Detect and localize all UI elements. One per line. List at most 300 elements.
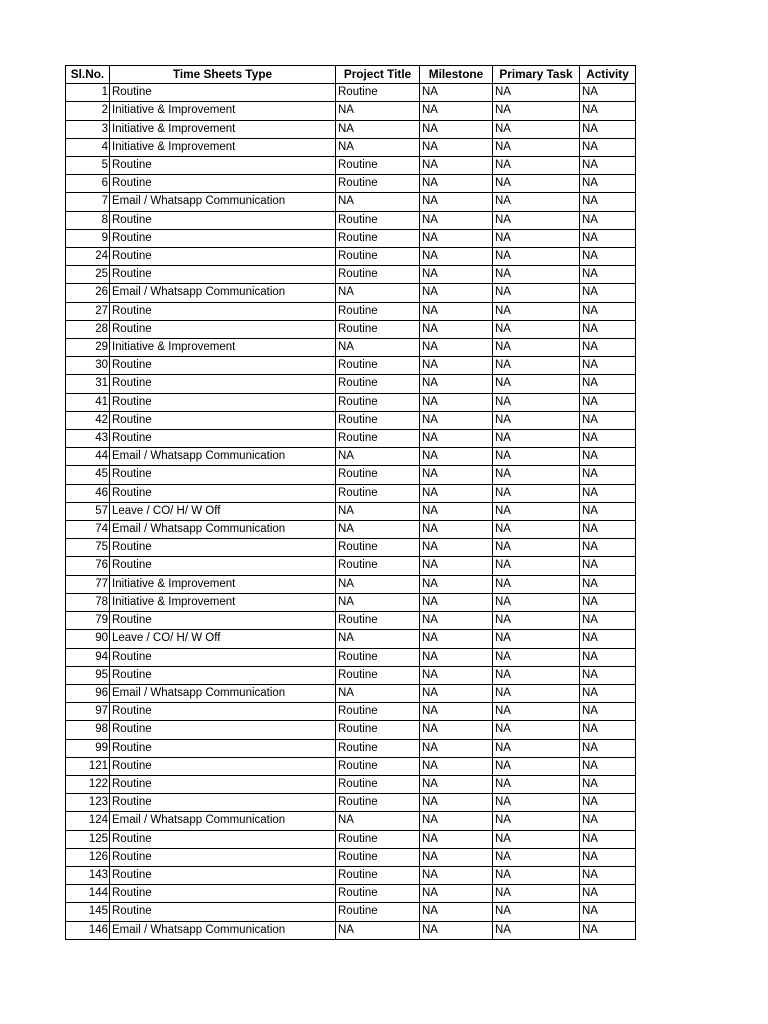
project-title-cell: Routine [336, 157, 420, 175]
time-sheets-type-cell: Routine [110, 703, 336, 721]
time-sheets-type-cell: Leave / CO/ H/ W Off [110, 502, 336, 520]
project-title-cell: Routine [336, 320, 420, 338]
time-sheets-type-cell: Routine [110, 357, 336, 375]
activity-cell: NA [580, 812, 636, 830]
activity-cell: NA [580, 211, 636, 229]
milestone-cell: NA [420, 757, 493, 775]
sl-no-cell: 122 [66, 775, 110, 793]
time-sheets-type-cell: Routine [110, 229, 336, 247]
time-sheets-type-cell: Routine [110, 739, 336, 757]
milestone-cell: NA [420, 484, 493, 502]
primary-task-cell: NA [493, 794, 580, 812]
sl-no-cell: 75 [66, 539, 110, 557]
sl-no-cell: 44 [66, 448, 110, 466]
project-title-cell: Routine [336, 903, 420, 921]
table-row [66, 466, 636, 484]
primary-task-cell: NA [493, 812, 580, 830]
milestone-cell: NA [420, 266, 493, 284]
table-row [66, 138, 636, 156]
primary-task-cell: NA [493, 921, 580, 939]
time-sheets-type-cell: Routine [110, 866, 336, 884]
milestone-cell: NA [420, 866, 493, 884]
sl-no-cell: 2 [66, 102, 110, 120]
activity-cell: NA [580, 848, 636, 866]
time-sheets-type-cell: Initiative & Improvement [110, 339, 336, 357]
time-sheets-type-cell: Routine [110, 557, 336, 575]
milestone-cell: NA [420, 430, 493, 448]
primary-task-cell: NA [493, 630, 580, 648]
milestone-cell: NA [420, 812, 493, 830]
table-row [66, 266, 636, 284]
time-sheets-type-cell: Routine [110, 393, 336, 411]
project-title-cell: Routine [336, 466, 420, 484]
activity-cell: NA [580, 157, 636, 175]
activity-cell: NA [580, 539, 636, 557]
table-row [66, 848, 636, 866]
project-title-cell: Routine [336, 703, 420, 721]
table-row [66, 320, 636, 338]
milestone-cell: NA [420, 666, 493, 684]
primary-task-cell: NA [493, 193, 580, 211]
sl-no-cell: 8 [66, 211, 110, 229]
time-sheets-type-cell: Routine [110, 539, 336, 557]
activity-cell: NA [580, 775, 636, 793]
table-row [66, 284, 636, 302]
project-title-cell: Routine [336, 757, 420, 775]
sl-no-cell: 45 [66, 466, 110, 484]
sl-no-cell: 79 [66, 612, 110, 630]
primary-task-cell: NA [493, 411, 580, 429]
time-sheets-type-cell: Routine [110, 721, 336, 739]
primary-task-cell: NA [493, 830, 580, 848]
sl-no-cell: 98 [66, 721, 110, 739]
time-sheets-type-cell: Email / Whatsapp Communication [110, 921, 336, 939]
activity-cell: NA [580, 448, 636, 466]
time-sheets-type-cell: Routine [110, 466, 336, 484]
time-sheets-type-cell: Routine [110, 775, 336, 793]
column-header-time-sheets-type: Time Sheets Type [110, 66, 336, 84]
sl-no-cell: 29 [66, 339, 110, 357]
primary-task-cell: NA [493, 320, 580, 338]
column-header-primary-task: Primary Task [493, 66, 580, 84]
table-row [66, 484, 636, 502]
time-sheets-type-cell: Routine [110, 248, 336, 266]
project-title-cell: NA [336, 684, 420, 702]
project-title-cell: Routine [336, 229, 420, 247]
activity-cell: NA [580, 666, 636, 684]
table-row [66, 302, 636, 320]
project-title-cell: Routine [336, 393, 420, 411]
time-sheets-type-cell: Routine [110, 666, 336, 684]
sl-no-cell: 143 [66, 866, 110, 884]
table-header [66, 66, 636, 84]
table-row [66, 339, 636, 357]
activity-cell: NA [580, 521, 636, 539]
milestone-cell: NA [420, 375, 493, 393]
primary-task-cell: NA [493, 284, 580, 302]
milestone-cell: NA [420, 557, 493, 575]
sl-no-cell: 77 [66, 575, 110, 593]
primary-task-cell: NA [493, 903, 580, 921]
table-row [66, 84, 636, 102]
activity-cell: NA [580, 175, 636, 193]
primary-task-cell: NA [493, 757, 580, 775]
project-title-cell: NA [336, 339, 420, 357]
table-row [66, 703, 636, 721]
primary-task-cell: NA [493, 666, 580, 684]
milestone-cell: NA [420, 466, 493, 484]
table-row [66, 903, 636, 921]
table-row [66, 193, 636, 211]
primary-task-cell: NA [493, 648, 580, 666]
table-body [66, 84, 636, 940]
milestone-cell: NA [420, 502, 493, 520]
milestone-cell: NA [420, 830, 493, 848]
project-title-cell: NA [336, 812, 420, 830]
milestone-cell: NA [420, 539, 493, 557]
sl-no-cell: 96 [66, 684, 110, 702]
primary-task-cell: NA [493, 211, 580, 229]
table-row [66, 211, 636, 229]
sl-no-cell: 4 [66, 138, 110, 156]
milestone-cell: NA [420, 593, 493, 611]
primary-task-cell: NA [493, 593, 580, 611]
milestone-cell: NA [420, 903, 493, 921]
sl-no-cell: 26 [66, 284, 110, 302]
table-row [66, 721, 636, 739]
timesheet-sheet [65, 65, 636, 940]
activity-cell: NA [580, 357, 636, 375]
table-row [66, 557, 636, 575]
time-sheets-type-cell: Routine [110, 885, 336, 903]
project-title-cell: NA [336, 921, 420, 939]
milestone-cell: NA [420, 721, 493, 739]
activity-cell: NA [580, 648, 636, 666]
sl-no-cell: 5 [66, 157, 110, 175]
sl-no-cell: 28 [66, 320, 110, 338]
activity-cell: NA [580, 84, 636, 102]
activity-cell: NA [580, 739, 636, 757]
milestone-cell: NA [420, 411, 493, 429]
activity-cell: NA [580, 612, 636, 630]
primary-task-cell: NA [493, 357, 580, 375]
activity-cell: NA [580, 921, 636, 939]
table-row [66, 794, 636, 812]
table-row [66, 375, 636, 393]
table-row [66, 411, 636, 429]
project-title-cell: Routine [336, 866, 420, 884]
project-title-cell: Routine [336, 175, 420, 193]
milestone-cell: NA [420, 229, 493, 247]
time-sheets-type-cell: Initiative & Improvement [110, 102, 336, 120]
sl-no-cell: 144 [66, 885, 110, 903]
activity-cell: NA [580, 502, 636, 520]
time-sheets-type-cell: Routine [110, 612, 336, 630]
time-sheets-type-cell: Initiative & Improvement [110, 138, 336, 156]
project-title-cell: NA [336, 630, 420, 648]
project-title-cell: Routine [336, 885, 420, 903]
table-row [66, 593, 636, 611]
sl-no-cell: 24 [66, 248, 110, 266]
table-row [66, 666, 636, 684]
table-row [66, 539, 636, 557]
project-title-cell: Routine [336, 539, 420, 557]
primary-task-cell: NA [493, 885, 580, 903]
sl-no-cell: 90 [66, 630, 110, 648]
milestone-cell: NA [420, 703, 493, 721]
sl-no-cell: 146 [66, 921, 110, 939]
activity-cell: NA [580, 393, 636, 411]
time-sheets-type-cell: Routine [110, 211, 336, 229]
activity-cell: NA [580, 703, 636, 721]
sl-no-cell: 74 [66, 521, 110, 539]
milestone-cell: NA [420, 648, 493, 666]
time-sheets-type-cell: Email / Whatsapp Communication [110, 193, 336, 211]
time-sheets-type-cell: Routine [110, 848, 336, 866]
sl-no-cell: 3 [66, 120, 110, 138]
table-row [66, 120, 636, 138]
project-title-cell: NA [336, 138, 420, 156]
milestone-cell: NA [420, 302, 493, 320]
project-title-cell: Routine [336, 84, 420, 102]
table-row [66, 684, 636, 702]
primary-task-cell: NA [493, 521, 580, 539]
milestone-cell: NA [420, 612, 493, 630]
sl-no-cell: 78 [66, 593, 110, 611]
time-sheets-type-cell: Initiative & Improvement [110, 120, 336, 138]
activity-cell: NA [580, 830, 636, 848]
primary-task-cell: NA [493, 866, 580, 884]
primary-task-cell: NA [493, 684, 580, 702]
primary-task-cell: NA [493, 375, 580, 393]
activity-cell: NA [580, 575, 636, 593]
table-row [66, 502, 636, 520]
activity-cell: NA [580, 138, 636, 156]
header-row [66, 66, 636, 84]
time-sheets-type-cell: Initiative & Improvement [110, 575, 336, 593]
time-sheets-type-cell: Email / Whatsapp Communication [110, 684, 336, 702]
activity-cell: NA [580, 302, 636, 320]
activity-cell: NA [580, 102, 636, 120]
project-title-cell: Routine [336, 648, 420, 666]
time-sheets-type-cell: Routine [110, 375, 336, 393]
table-row [66, 739, 636, 757]
primary-task-cell: NA [493, 539, 580, 557]
table-row [66, 612, 636, 630]
sl-no-cell: 97 [66, 703, 110, 721]
time-sheets-type-cell: Routine [110, 175, 336, 193]
milestone-cell: NA [420, 284, 493, 302]
milestone-cell: NA [420, 684, 493, 702]
activity-cell: NA [580, 339, 636, 357]
sl-no-cell: 145 [66, 903, 110, 921]
project-title-cell: Routine [336, 557, 420, 575]
time-sheets-type-cell: Routine [110, 266, 336, 284]
project-title-cell: Routine [336, 794, 420, 812]
column-header-activity: Activity [580, 66, 636, 84]
milestone-cell: NA [420, 138, 493, 156]
primary-task-cell: NA [493, 703, 580, 721]
activity-cell: NA [580, 284, 636, 302]
activity-cell: NA [580, 411, 636, 429]
primary-task-cell: NA [493, 302, 580, 320]
table-row [66, 157, 636, 175]
primary-task-cell: NA [493, 84, 580, 102]
activity-cell: NA [580, 320, 636, 338]
sl-no-cell: 42 [66, 411, 110, 429]
project-title-cell: Routine [336, 666, 420, 684]
column-header-project-title: Project Title [336, 66, 420, 84]
primary-task-cell: NA [493, 775, 580, 793]
table-row [66, 393, 636, 411]
time-sheets-type-cell: Routine [110, 320, 336, 338]
primary-task-cell: NA [493, 448, 580, 466]
time-sheets-type-cell: Routine [110, 84, 336, 102]
milestone-cell: NA [420, 157, 493, 175]
activity-cell: NA [580, 593, 636, 611]
activity-cell: NA [580, 794, 636, 812]
primary-task-cell: NA [493, 739, 580, 757]
primary-task-cell: NA [493, 502, 580, 520]
primary-task-cell: NA [493, 575, 580, 593]
column-header-milestone: Milestone [420, 66, 493, 84]
project-title-cell: NA [336, 102, 420, 120]
milestone-cell: NA [420, 84, 493, 102]
activity-cell: NA [580, 557, 636, 575]
project-title-cell: Routine [336, 848, 420, 866]
time-sheets-type-cell: Routine [110, 411, 336, 429]
primary-task-cell: NA [493, 721, 580, 739]
table-row [66, 757, 636, 775]
sl-no-cell: 43 [66, 430, 110, 448]
table-row [66, 830, 636, 848]
table-row [66, 102, 636, 120]
milestone-cell: NA [420, 848, 493, 866]
activity-cell: NA [580, 466, 636, 484]
activity-cell: NA [580, 229, 636, 247]
milestone-cell: NA [420, 921, 493, 939]
primary-task-cell: NA [493, 430, 580, 448]
sl-no-cell: 41 [66, 393, 110, 411]
table-row [66, 866, 636, 884]
project-title-cell: NA [336, 120, 420, 138]
milestone-cell: NA [420, 448, 493, 466]
time-sheets-type-cell: Email / Whatsapp Communication [110, 521, 336, 539]
project-title-cell: Routine [336, 721, 420, 739]
milestone-cell: NA [420, 885, 493, 903]
activity-cell: NA [580, 684, 636, 702]
milestone-cell: NA [420, 630, 493, 648]
milestone-cell: NA [420, 794, 493, 812]
primary-task-cell: NA [493, 266, 580, 284]
time-sheets-type-cell: Routine [110, 484, 336, 502]
table-row [66, 430, 636, 448]
project-title-cell: Routine [336, 266, 420, 284]
sl-no-cell: 124 [66, 812, 110, 830]
milestone-cell: NA [420, 357, 493, 375]
sl-no-cell: 6 [66, 175, 110, 193]
activity-cell: NA [580, 375, 636, 393]
time-sheets-type-cell: Routine [110, 903, 336, 921]
time-sheets-type-cell: Initiative & Improvement [110, 593, 336, 611]
primary-task-cell: NA [493, 175, 580, 193]
time-sheets-type-cell: Routine [110, 302, 336, 320]
project-title-cell: Routine [336, 357, 420, 375]
time-sheets-type-cell: Routine [110, 794, 336, 812]
sl-no-cell: 126 [66, 848, 110, 866]
table-row [66, 648, 636, 666]
activity-cell: NA [580, 757, 636, 775]
primary-task-cell: NA [493, 612, 580, 630]
project-title-cell: NA [336, 575, 420, 593]
activity-cell: NA [580, 120, 636, 138]
table-row [66, 229, 636, 247]
time-sheets-type-cell: Routine [110, 830, 336, 848]
sl-no-cell: 76 [66, 557, 110, 575]
activity-cell: NA [580, 484, 636, 502]
milestone-cell: NA [420, 521, 493, 539]
table-row [66, 248, 636, 266]
milestone-cell: NA [420, 339, 493, 357]
project-title-cell: NA [336, 193, 420, 211]
sl-no-cell: 1 [66, 84, 110, 102]
project-title-cell: Routine [336, 739, 420, 757]
table-row [66, 885, 636, 903]
table-row [66, 812, 636, 830]
table-row [66, 775, 636, 793]
project-title-cell: Routine [336, 775, 420, 793]
activity-cell: NA [580, 903, 636, 921]
project-title-cell: Routine [336, 248, 420, 266]
milestone-cell: NA [420, 175, 493, 193]
project-title-cell: NA [336, 448, 420, 466]
milestone-cell: NA [420, 248, 493, 266]
time-sheets-type-cell: Email / Whatsapp Communication [110, 812, 336, 830]
project-title-cell: Routine [336, 430, 420, 448]
primary-task-cell: NA [493, 120, 580, 138]
timesheet-table [65, 65, 636, 940]
sl-no-cell: 123 [66, 794, 110, 812]
table-row [66, 521, 636, 539]
table-row [66, 575, 636, 593]
sl-no-cell: 57 [66, 502, 110, 520]
sl-no-cell: 95 [66, 666, 110, 684]
primary-task-cell: NA [493, 248, 580, 266]
primary-task-cell: NA [493, 138, 580, 156]
table-row [66, 448, 636, 466]
time-sheets-type-cell: Routine [110, 430, 336, 448]
activity-cell: NA [580, 430, 636, 448]
milestone-cell: NA [420, 775, 493, 793]
table-row [66, 357, 636, 375]
project-title-cell: NA [336, 521, 420, 539]
project-title-cell: Routine [336, 484, 420, 502]
primary-task-cell: NA [493, 393, 580, 411]
primary-task-cell: NA [493, 848, 580, 866]
activity-cell: NA [580, 885, 636, 903]
sl-no-cell: 7 [66, 193, 110, 211]
milestone-cell: NA [420, 575, 493, 593]
table-row [66, 630, 636, 648]
primary-task-cell: NA [493, 557, 580, 575]
project-title-cell: NA [336, 593, 420, 611]
sl-no-cell: 9 [66, 229, 110, 247]
primary-task-cell: NA [493, 102, 580, 120]
sl-no-cell: 30 [66, 357, 110, 375]
activity-cell: NA [580, 721, 636, 739]
column-header-sl-no: Sl.No. [66, 66, 110, 84]
project-title-cell: NA [336, 284, 420, 302]
